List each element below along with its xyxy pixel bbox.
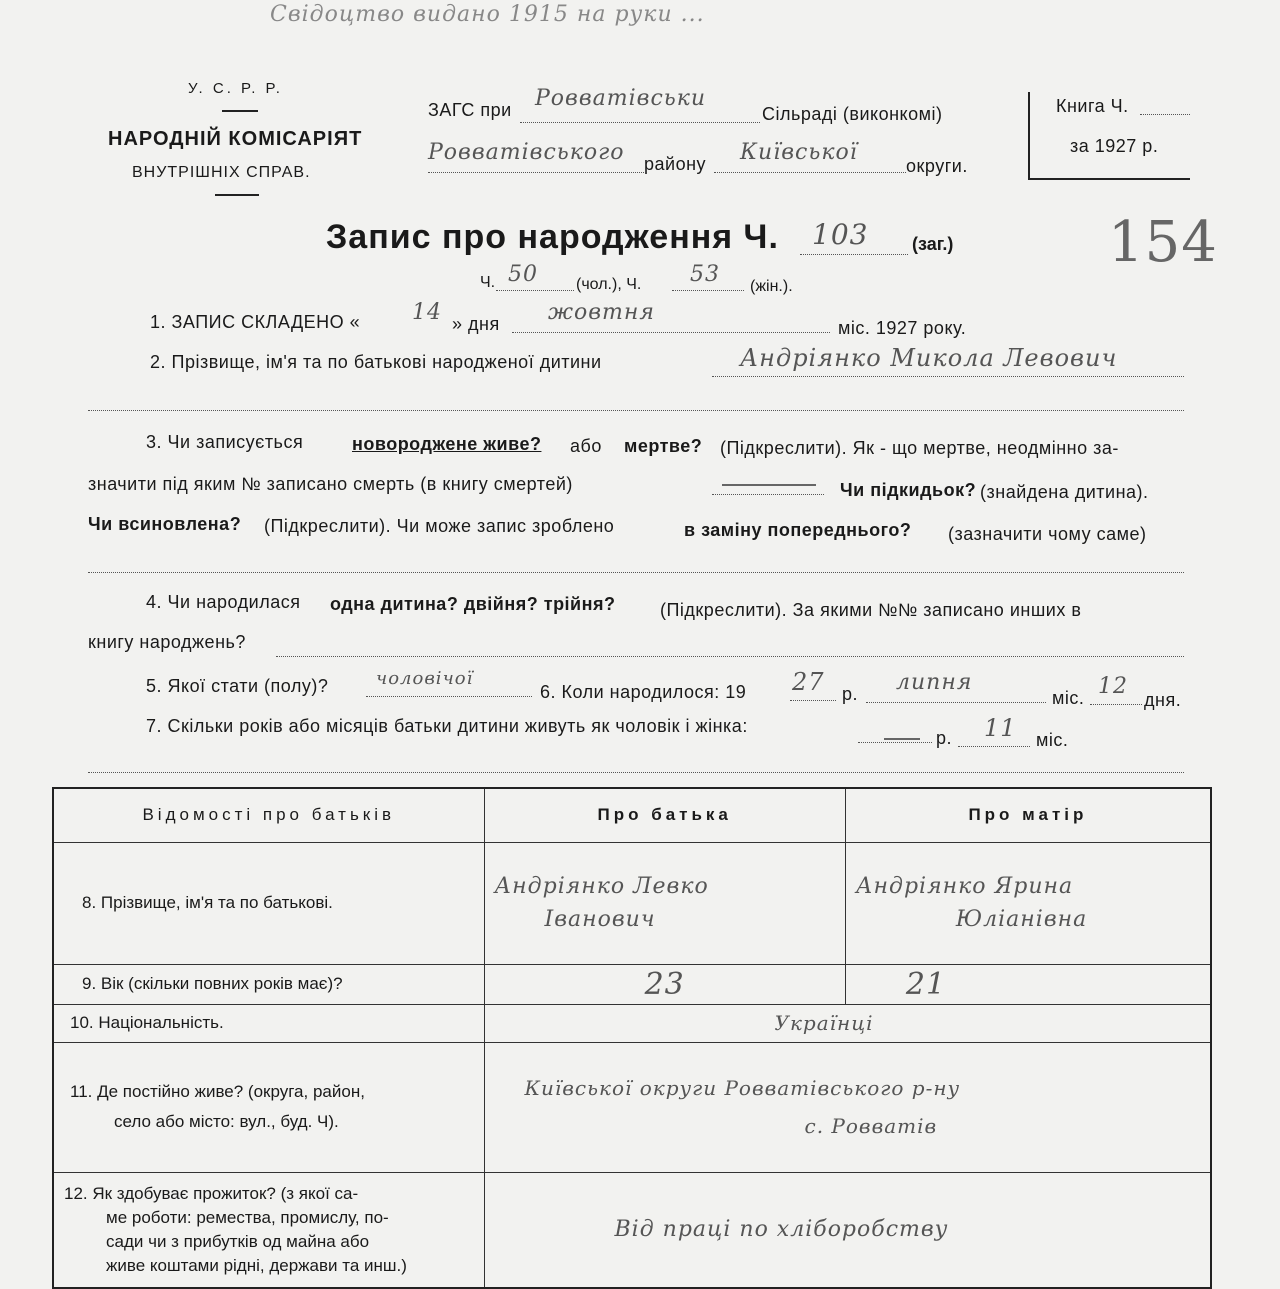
q7-label: 7. Скільки років або місяців батьки дитини живуть як чоловік і жінка:: [146, 716, 748, 736]
q7-years-suffix: р.: [936, 728, 953, 748]
q6-label: 6. Коли народилося: 19: [540, 682, 747, 702]
zags-handwritten: Ровватівськи: [535, 86, 707, 111]
q4-label: 4. Чи народилася: [146, 592, 301, 612]
fill-line: [790, 700, 836, 701]
book-box-border: [1028, 92, 1030, 180]
q3-alive-option: новороджене живе?: [352, 434, 542, 454]
fill-line: [520, 122, 760, 123]
fill-line: [496, 290, 574, 291]
row11-line2: село або місто: вул., буд. Ч).: [114, 1112, 339, 1131]
residence-value: [484, 1042, 1211, 1172]
q6-month-suffix: міс.: [1052, 688, 1085, 708]
book-year: за 1927 р.: [1070, 136, 1159, 156]
ministry-label: ВНУТРІШНІХ СПРАВ.: [132, 164, 311, 181]
book-label: Книга Ч.: [1056, 96, 1129, 116]
divider: [215, 194, 259, 196]
q6-day-handwritten: 12: [1098, 674, 1128, 699]
female-count-handwritten: 53: [690, 262, 720, 287]
fill-line: [866, 702, 1046, 703]
q3-adopted: Чи всиновлена?: [88, 514, 242, 534]
mother-surname-name: Андріянко Ярина: [855, 874, 1074, 899]
fill-line: [1140, 114, 1190, 115]
row12-label: [53, 1172, 484, 1288]
table-row: [53, 1172, 1211, 1288]
residence-line1: Київської округи Ровватівського р-ну: [524, 1076, 961, 1100]
father-surname-name: Андріянко Левко: [494, 874, 709, 899]
divider: [222, 110, 258, 112]
row8-father: [484, 842, 845, 964]
row12-line1: 12. Як здобуває прожиток? (з якої са-: [64, 1183, 359, 1203]
residence-line2: с. Ровватів: [804, 1114, 938, 1138]
nationality-value: Українці: [484, 1004, 1211, 1042]
q6-year-handwritten: 27: [792, 668, 825, 696]
dash-mark: [722, 484, 816, 486]
fill-line: [672, 290, 744, 291]
fill-line: [428, 172, 644, 173]
fill-line: [714, 172, 906, 173]
table-header-row: [53, 788, 1211, 842]
q4-options: одна дитина? двійня? трійня?: [330, 594, 616, 614]
q4-text: (Підкреслити). За якими №№ записано инших в: [660, 600, 1082, 620]
table-row: [53, 964, 1211, 1004]
livelihood-value: Від праці по хліборобству: [484, 1172, 1211, 1288]
ch-label: Ч.: [480, 274, 496, 291]
fill-line: [366, 696, 532, 697]
q3-reason: (зазначити чому саме): [948, 524, 1147, 544]
q7-months-handwritten: 11: [984, 714, 1017, 742]
row12-line4: живе коштами рідні, держави та инш.): [106, 1255, 407, 1275]
zhin-label: (жін.).: [750, 278, 793, 295]
mother-patronymic: Юліанівна: [955, 907, 1088, 932]
q1-label: 1. ЗАПИС СКЛАДЕНО «: [150, 312, 361, 332]
fill-line: [858, 742, 932, 743]
district-handwritten: Ровватівського: [428, 140, 625, 165]
row12-line2: ме роботи: ремества, промислу, по-: [106, 1207, 389, 1227]
q4-line2: книгу народжень?: [88, 632, 246, 652]
q2-child-name-handwritten: Андріянко Микола Левович: [740, 344, 1118, 372]
fill-line: [88, 572, 1184, 573]
commissariat-title: НАРОДНІЙ КОМІСАРІЯТ: [108, 128, 363, 150]
book-box-border: [1028, 178, 1190, 180]
q3-dead-option: мертве?: [624, 436, 703, 456]
q5-label: 5. Якої стати (полу)?: [146, 676, 329, 696]
top-handwritten-note: Свідоцтво видано 1915 на руки ...: [270, 2, 705, 27]
row10-label: 10. Національність.: [53, 1004, 484, 1042]
q1-day-handwritten: 14: [412, 300, 442, 325]
fill-line: [276, 656, 1184, 657]
table-row: [53, 842, 1211, 964]
col-father-header: Про батька: [484, 788, 845, 842]
okruga-handwritten: Київської: [740, 140, 858, 165]
q6-day-suffix: дня.: [1144, 690, 1182, 710]
q3-or: або: [570, 436, 602, 456]
father-age: 23: [484, 964, 845, 1004]
row11-label: [53, 1042, 484, 1172]
q3-replacement: в заміну попереднього?: [684, 520, 912, 540]
row8-label: 8. Прізвище, ім'я та по батькові.: [53, 842, 484, 964]
q1-month-handwritten: жовтня: [548, 300, 655, 325]
q3-line3: (Підкреслити). Чи може запис зроблено: [264, 516, 615, 536]
q6-month-handwritten: липня: [896, 670, 973, 695]
q1-day-suffix: » дня: [452, 314, 500, 334]
q3-text: (Підкреслити). Як - що мертве, неодмінно за-: [720, 438, 1119, 458]
row8-mother: [845, 842, 1211, 964]
okruga-label: округи.: [906, 156, 968, 176]
q3-label: 3. Чи записується: [146, 432, 304, 452]
zag-label: (заг.): [912, 234, 954, 254]
male-count-handwritten: 50: [508, 262, 538, 287]
row9-label: 9. Вік (скільки повних років має)?: [53, 964, 484, 1004]
chol-label: (чол.), Ч.: [576, 276, 642, 293]
dash-mark: [884, 738, 920, 740]
parents-table: [52, 787, 1212, 1289]
raion-label: району: [644, 154, 707, 174]
fill-line: [88, 410, 1184, 411]
zags-prefix: ЗАГС при: [428, 100, 512, 120]
q3-found-child: (знайдена дитина).: [980, 482, 1149, 502]
q2-label: 2. Прізвище, ім'я та по батькові народженої дитини: [150, 352, 602, 372]
q3-foundling: Чи підкидьок?: [840, 480, 977, 500]
row11-line1: 11. Де постійно живе? (округа, район,: [70, 1082, 365, 1101]
document-title: Запис про народження Ч.: [326, 218, 779, 256]
row12-line3: сади чи з прибутків од майна або: [106, 1231, 370, 1251]
silradi-label: Сільраді (виконкомі): [762, 104, 943, 124]
fill-line: [958, 746, 1030, 747]
q3-line2: значити під яким № записано смерть (в книгу смертей): [88, 474, 573, 494]
record-number-handwritten: 103: [812, 218, 869, 251]
fill-line: [1090, 704, 1142, 705]
q6-year-suffix: р.: [842, 684, 859, 704]
margin-number: 154: [1108, 210, 1218, 275]
fill-line: [800, 254, 908, 255]
fill-line: [512, 332, 830, 333]
fill-line: [712, 376, 1184, 377]
q1-year: міс. 1927 року.: [838, 318, 967, 338]
q7-months-suffix: міс.: [1036, 730, 1069, 750]
col-mother-header: Про матір: [845, 788, 1211, 842]
table-row: [53, 1042, 1211, 1172]
table-row: [53, 1004, 1211, 1042]
q5-sex-handwritten: чоловічої: [376, 668, 474, 689]
fill-line: [88, 772, 1184, 773]
mother-age: 21: [845, 964, 1211, 1004]
col-info-header: Відомості про батьків: [53, 788, 484, 842]
republic-label: У. С. Р. Р.: [188, 80, 283, 97]
fill-line: [712, 494, 824, 495]
father-patronymic: Іванович: [544, 907, 656, 932]
